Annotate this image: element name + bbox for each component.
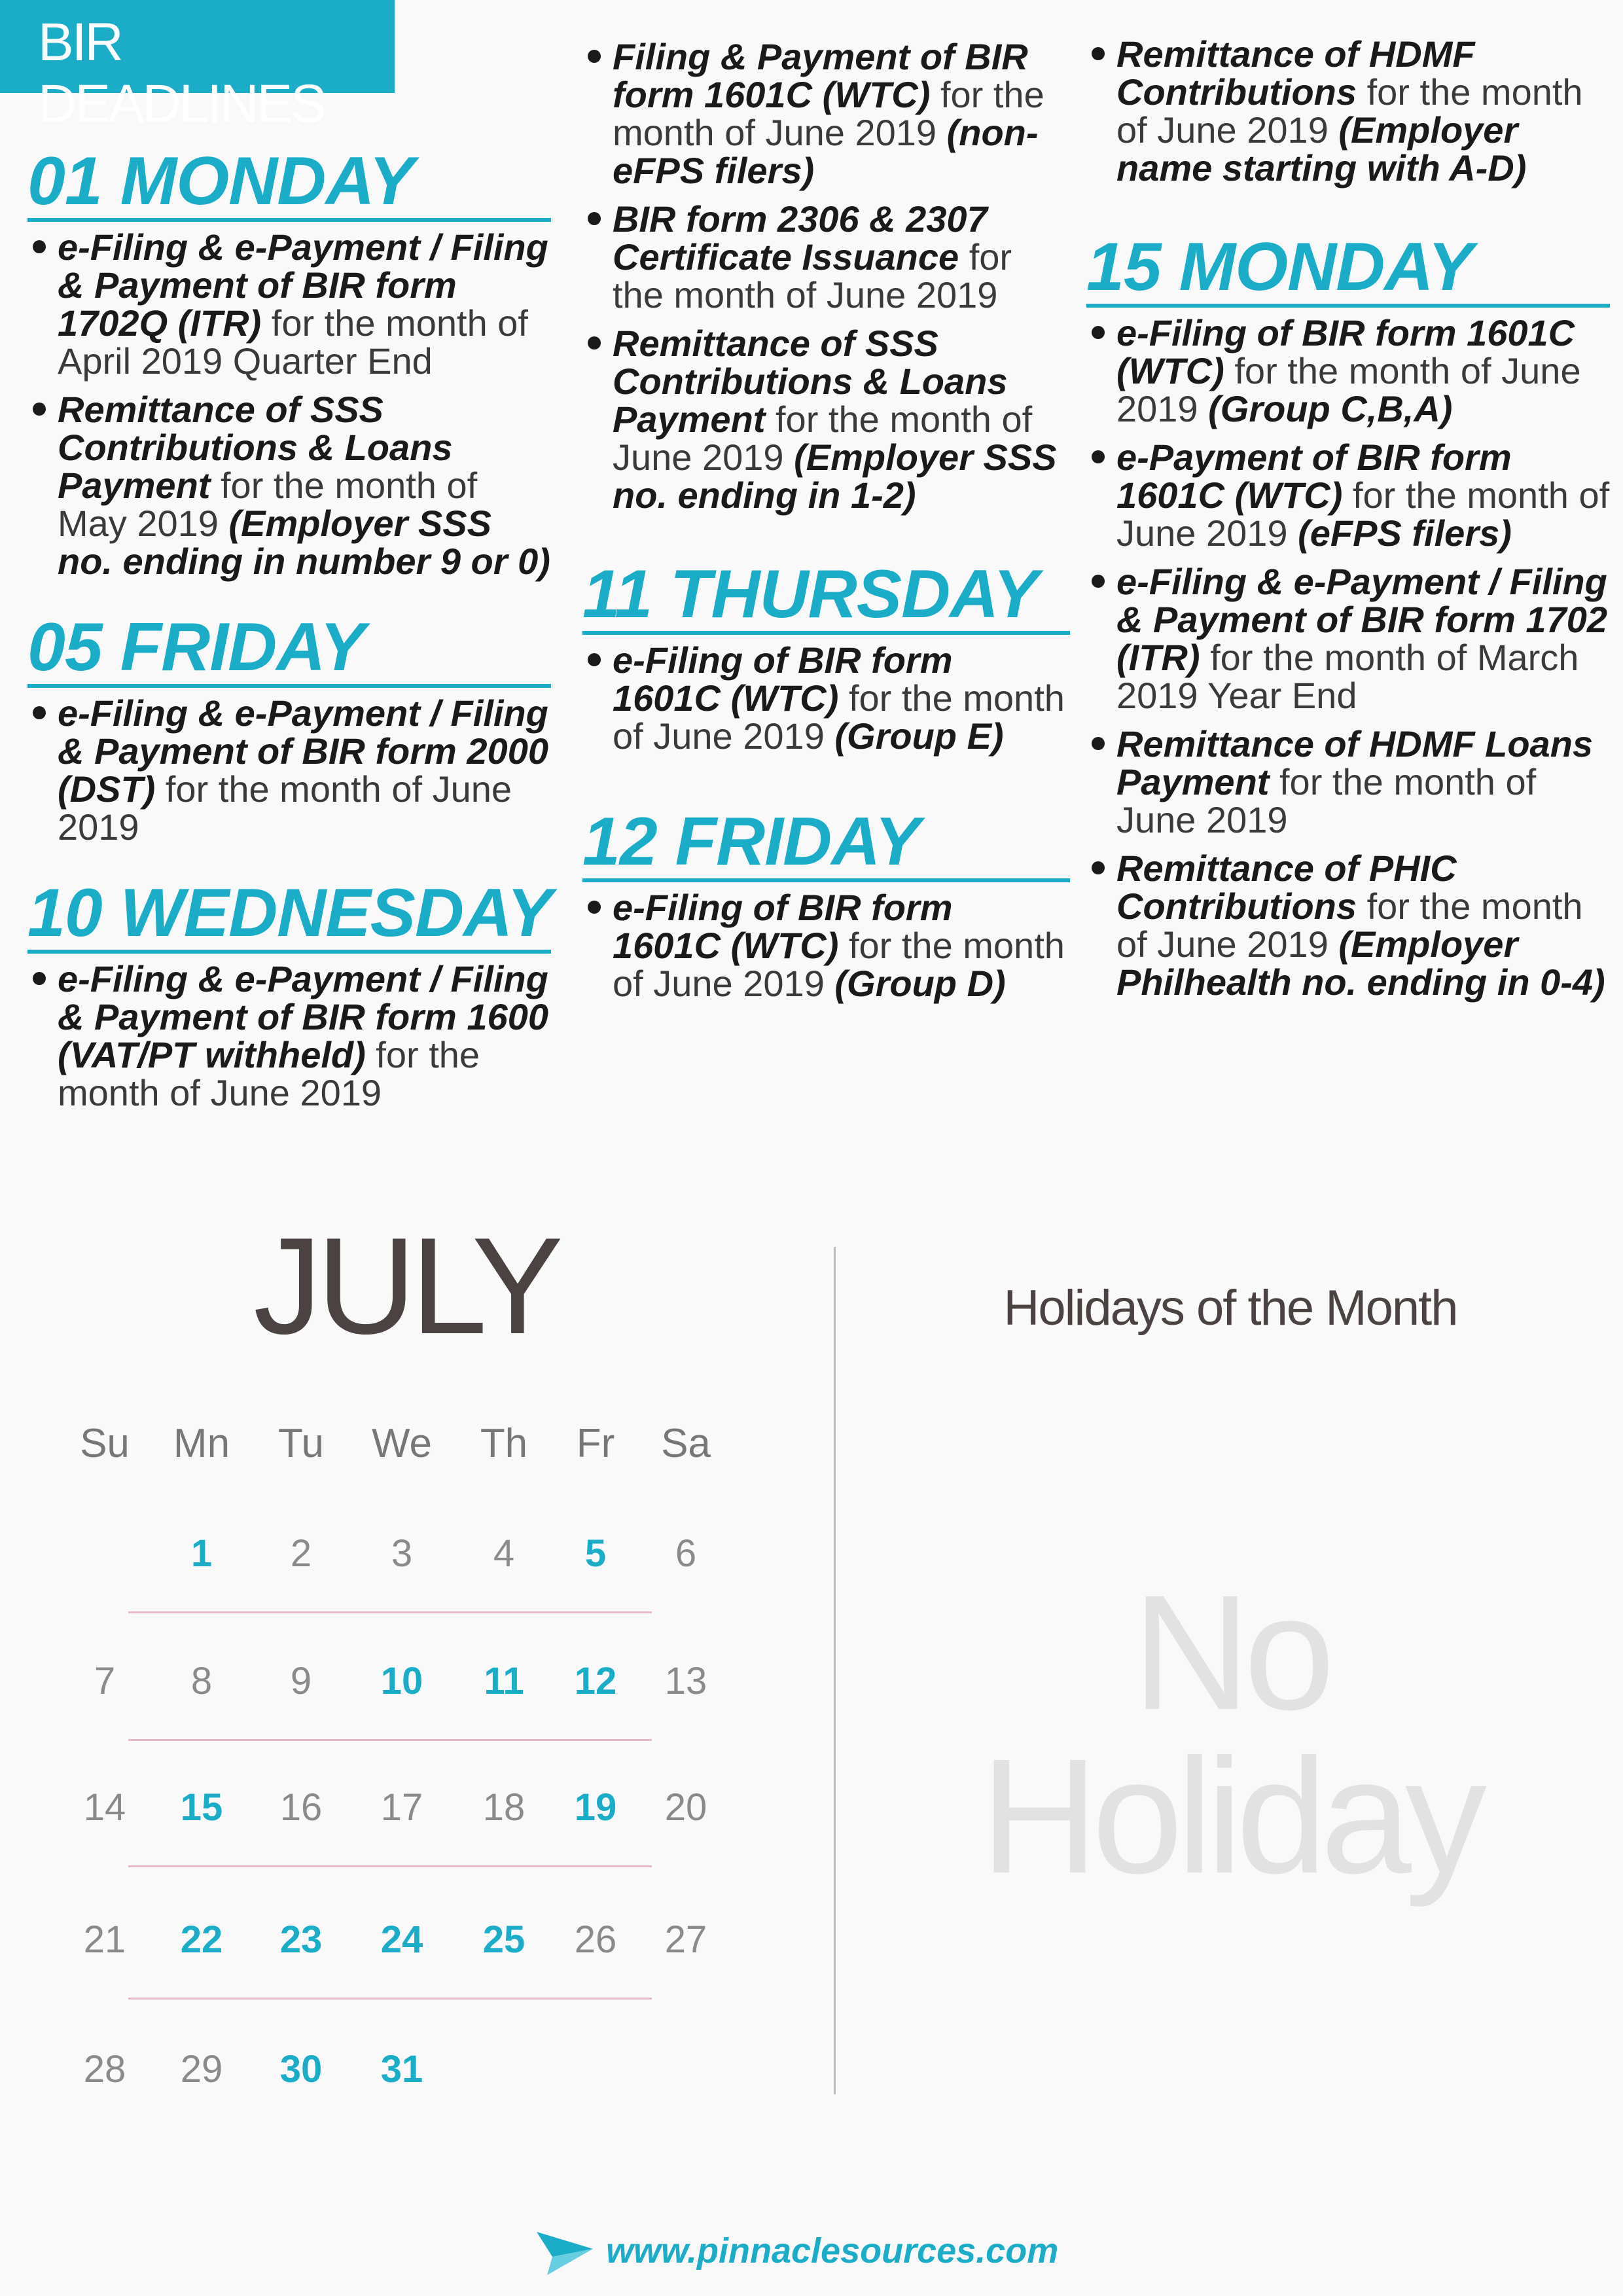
deadline-item-text: for the month of June 2019 — [613, 925, 1065, 1004]
deadline-item-emphasis: (Employer SSS no. ending in number 9 or 0) — [58, 503, 550, 582]
calendar-day: 6 — [675, 1532, 697, 1575]
deadlines-column-2 — [582, 38, 1070, 1013]
deadlines-column-3 — [1086, 35, 1610, 1012]
calendar-day: 16 — [279, 1786, 323, 1829]
calendar-day: 14 — [83, 1786, 126, 1829]
deadline-item — [1086, 850, 1610, 1001]
deadline-item — [1086, 314, 1610, 428]
deadline-list — [27, 228, 551, 581]
calendar-day: 22 — [180, 1918, 223, 1961]
deadline-item-emphasis: Filing & Payment of BIR form 1601C (WTC) — [613, 36, 1028, 115]
deadline-item-text: for the month of May 2019 — [58, 465, 478, 544]
calendar-day: 12 — [574, 1660, 617, 1702]
deadline-item-text: for the month of June 2019 — [1116, 71, 1583, 151]
deadline-item — [27, 960, 551, 1112]
calendar-day: 5 — [584, 1532, 607, 1575]
calendar-row-divider — [128, 1998, 652, 2000]
deadline-item — [582, 641, 1070, 755]
deadline-day-heading: 05 FRIDAY — [27, 613, 551, 688]
deadline-day-heading: 01 MONDAY — [27, 147, 551, 222]
calendar-day: 19 — [574, 1786, 617, 1829]
calendar-row-divider — [128, 1611, 652, 1613]
deadline-item-emphasis: (Employer name starting with A-D) — [1116, 109, 1527, 188]
calendar-row-divider — [128, 1739, 652, 1741]
deadline-item-emphasis: (Group C,B,A) — [1208, 388, 1453, 429]
deadlines-column-1 — [27, 143, 552, 1122]
calendar-day: 25 — [482, 1918, 526, 1961]
deadline-list — [27, 694, 551, 846]
calendar-day: 11 — [484, 1660, 524, 1702]
calendar-day: 4 — [493, 1532, 515, 1575]
weekday-label: Sa — [661, 1421, 711, 1466]
deadline-list — [1086, 314, 1610, 1001]
calendar-day: 23 — [279, 1918, 323, 1961]
deadline-item — [582, 325, 1070, 514]
calendar-day: 18 — [482, 1786, 526, 1829]
deadline-item — [1086, 439, 1610, 552]
calendar-day: 8 — [190, 1660, 213, 1702]
weekday-label: Fr — [576, 1421, 615, 1466]
weekday-label: Tu — [277, 1421, 325, 1466]
deadline-item-text: for the month of June 2019 — [613, 399, 1033, 478]
deadline-section — [27, 609, 551, 848]
weekday-label: Mn — [173, 1421, 230, 1466]
deadline-item — [27, 694, 551, 846]
deadline-item-emphasis: e-Filing of BIR form 1601C (WTC) — [613, 639, 953, 719]
deadline-item-text: for the month of June 2019 — [613, 236, 1012, 315]
deadline-section — [27, 143, 551, 582]
deadline-item-emphasis: (Group D) — [834, 963, 1006, 1004]
deadline-item-emphasis: e-Filing & e-Payment / Filing & Payment of BIR form 1702 (ITR) — [1116, 561, 1607, 678]
calendar-day: 30 — [279, 2048, 323, 2090]
deadline-item-emphasis: (Employer SSS no. ending in 1-2) — [613, 437, 1057, 516]
deadline-item-emphasis: (Group E) — [834, 715, 1004, 757]
calendar-day: 7 — [94, 1660, 116, 1702]
deadline-item-emphasis: Remittance of PHIC Contributions — [1116, 848, 1457, 927]
calendar-day: 24 — [380, 1918, 423, 1961]
deadline-list — [582, 889, 1070, 1003]
calendar-day: 10 — [380, 1660, 423, 1702]
calendar-day: 13 — [664, 1660, 707, 1702]
deadline-day-heading: 15 MONDAY — [1086, 233, 1610, 308]
calendar-day: 28 — [83, 2048, 126, 2090]
deadline-item-emphasis: Remittance of SSS Contributions & Loans Payment — [613, 323, 1008, 440]
deadline-day-heading: 12 FRIDAY — [582, 808, 1070, 882]
calendar-day: 3 — [391, 1532, 413, 1575]
website-link[interactable]: www.pinnaclesources.com — [606, 2231, 1059, 2270]
deadline-item — [1086, 725, 1610, 839]
calendar-day: 27 — [664, 1918, 707, 1961]
deadline-item-text: for the month of April 2019 Quarter End — [58, 302, 528, 382]
deadline-item-text: for the month of June 2019 — [1116, 475, 1610, 554]
deadline-item-emphasis: (non-eFPS filers) — [613, 112, 1039, 191]
deadline-item — [582, 38, 1070, 190]
calendar-day: 2 — [290, 1532, 312, 1575]
deadline-item-text: for the month of June 2019 — [58, 768, 512, 848]
deadline-item-text: for the month of June 2019 — [1116, 761, 1537, 840]
deadline-item-emphasis: BIR form 2306 & 2307 Certificate Issuance — [613, 198, 988, 278]
calendar-day: 9 — [290, 1660, 312, 1702]
paper-plane-icon — [535, 2225, 594, 2278]
deadline-item — [582, 200, 1070, 314]
deadline-item — [1086, 35, 1610, 187]
deadline-item-emphasis: e-Filing & e-Payment / Filing & Payment of BIR form 1702Q (ITR) — [58, 226, 548, 344]
weekday-label: Su — [80, 1421, 130, 1466]
deadline-item-emphasis: (eFPS filers) — [1298, 512, 1512, 554]
deadline-section — [1086, 229, 1610, 1003]
weekday-label: We — [372, 1421, 432, 1466]
deadline-section — [582, 38, 1070, 514]
deadline-item-emphasis: e-Payment of BIR form 1601C (WTC) — [1116, 437, 1512, 516]
deadline-list — [27, 960, 551, 1112]
deadline-section — [1086, 35, 1610, 187]
deadline-item — [582, 889, 1070, 1003]
deadline-list — [582, 38, 1070, 514]
deadline-day-heading: 10 WEDNESDAY — [27, 879, 551, 954]
deadline-section — [582, 804, 1070, 1004]
calendar-month-title: JULY — [253, 1209, 558, 1363]
deadline-item — [1086, 563, 1610, 715]
holidays-title: Holidays of the Month — [1003, 1280, 1457, 1336]
page-header: BIR DEADLINES — [0, 0, 395, 93]
deadline-item-emphasis: Remittance of HDMF Contributions — [1116, 33, 1475, 113]
deadline-day-heading: 11 THURSDAY — [582, 560, 1070, 635]
calendar-day: 20 — [664, 1786, 707, 1829]
vertical-divider — [834, 1247, 836, 2094]
calendar-day: 1 — [190, 1532, 213, 1575]
calendar-day: 29 — [180, 2048, 223, 2090]
deadline-item-emphasis: Remittance of HDMF Loans Payment — [1116, 723, 1594, 802]
weekday-label: Th — [480, 1421, 528, 1466]
calendar-day: 31 — [380, 2048, 423, 2090]
deadline-item-text: for the month of June 2019 — [613, 74, 1044, 153]
calendar-day: 26 — [574, 1918, 617, 1961]
deadline-item-emphasis: e-Filing of BIR form 1601C (WTC) — [1116, 312, 1575, 391]
calendar-row-divider — [128, 1865, 652, 1867]
deadline-list — [582, 641, 1070, 755]
deadline-section — [27, 875, 552, 1113]
deadline-item-text: for the month of June 2019 — [1116, 350, 1581, 429]
deadline-list — [1086, 35, 1610, 187]
deadline-item-emphasis: e-Filing & e-Payment / Filing & Payment of BIR form 1600 (VAT/PT withheld) — [58, 958, 548, 1075]
deadline-item-emphasis: e-Filing of BIR form 1601C (WTC) — [613, 887, 953, 966]
calendar-day: 21 — [83, 1918, 126, 1961]
deadline-item-emphasis: Remittance of SSS Contributions & Loans Payment — [58, 389, 453, 506]
deadline-section — [582, 556, 1070, 757]
deadline-item — [27, 228, 551, 380]
calendar-day: 17 — [380, 1786, 423, 1829]
deadline-item-text: for the month of June 2019 — [613, 677, 1065, 757]
deadline-item-text: for the month of March 2019 Year End — [1116, 637, 1579, 716]
deadline-item-emphasis: (Employer Philhealth no. ending in 0-4) — [1116, 924, 1605, 1003]
deadline-item-emphasis: e-Filing & e-Payment / Filing & Payment of BIR form 2000 (DST) — [58, 692, 548, 810]
calendar-day: 15 — [180, 1786, 223, 1829]
deadline-item — [27, 391, 551, 581]
deadline-item-text: for the month of June 2019 — [1116, 886, 1583, 965]
no-holiday-text: No Holiday — [980, 1561, 1480, 1907]
deadline-item-text: for the month of June 2019 — [58, 1034, 480, 1113]
